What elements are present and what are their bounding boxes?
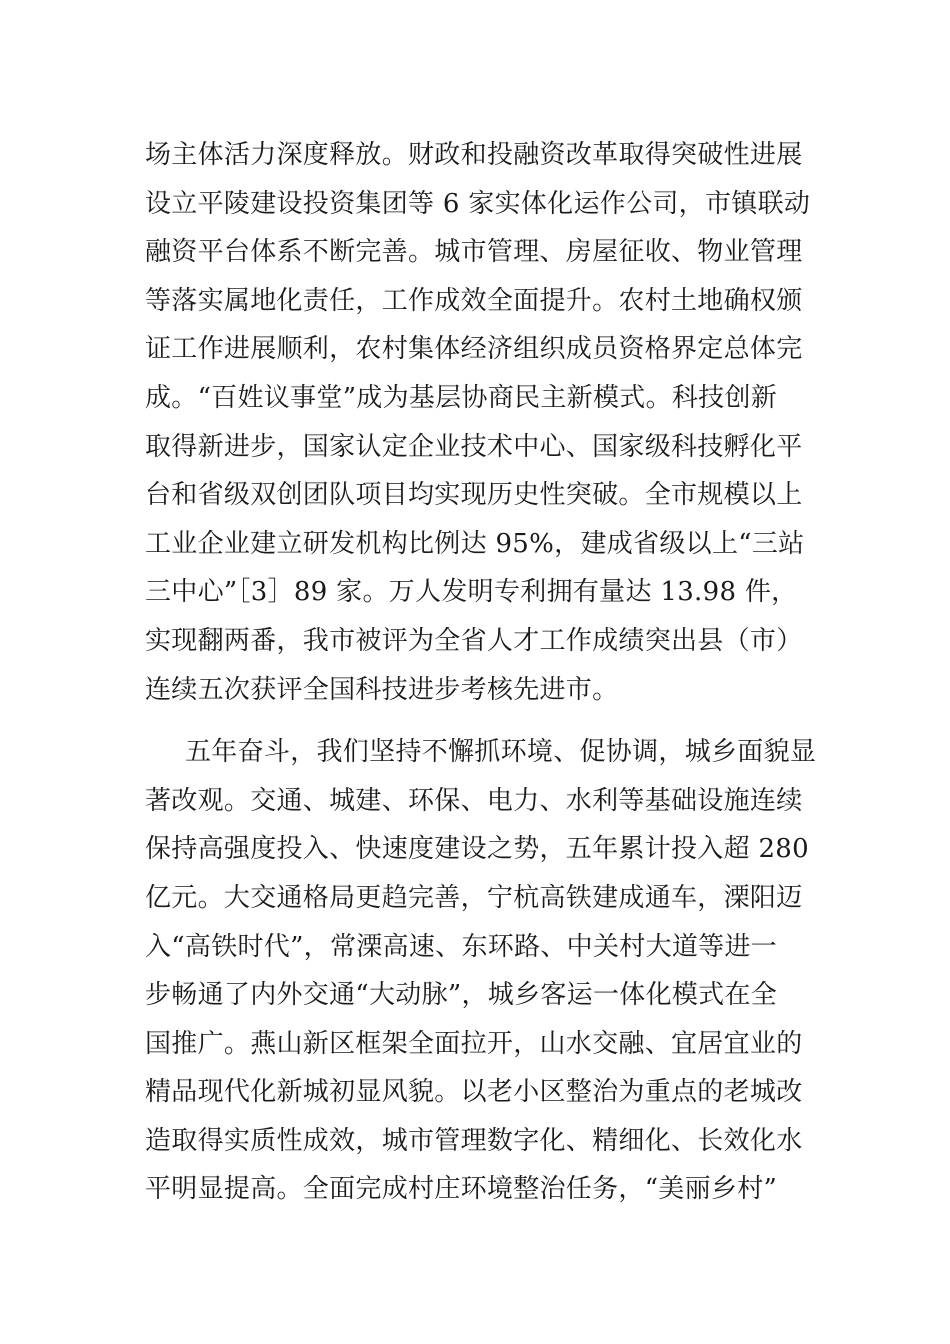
text-line: 著改观。交通、城建、环保、电力、水利等基础设施连续 (145, 785, 803, 816)
text-line: 融资平台体系不断完善。城市管理、房屋征收、物业管理 (145, 237, 803, 268)
text-line: 造取得实质性成效，城市管理数字化、精细化、长效化水 (145, 1125, 803, 1156)
text-line: 证工作进展顺利，农村集体经济组织成员资格界定总体完 (145, 334, 803, 365)
text-line: 国推广。燕山新区框架全面拉开，山水交融、宜居宜业的 (145, 1028, 803, 1059)
text-line: 工业企业建立研发机构比例达 95%，建成省级以上“三站 (145, 528, 805, 559)
text-line: 等落实属地化责任，工作成效全面提升。农村土地确权颁 (145, 285, 803, 316)
text-line: 实现翻两番，我市被评为全省人才工作成绩突出县（市） (145, 625, 803, 656)
text-line: 取得新进步，国家认定企业技术中心、国家级科技孵化平 (145, 431, 803, 462)
paragraph-2 (145, 728, 825, 1214)
text-line: 五年奋斗，我们坚持不懈抓环境、促协调，城乡面貌显 (185, 737, 817, 768)
text-line: 保持高强度投入、快速度建设之势，五年累计投入超 280 (145, 834, 809, 865)
text-line: 精品现代化新城初显风貌。以老小区整治为重点的老城改 (145, 1077, 803, 1108)
text-line: 连续五次获评全国科技进步考核先进市。 (145, 674, 619, 705)
paragraph-spacing (145, 714, 825, 728)
text-line: 成。“百姓议事堂”成为基层协商民主新模式。科技创新 (145, 382, 778, 413)
paragraph-1 (145, 131, 825, 714)
text-line: 入“高铁时代”，常溧高速、东环路、中关村大道等进一 (145, 931, 778, 962)
text-line: 三中心”［3］89 家。万人发明专利拥有量达 13.98 件， (145, 577, 798, 608)
text-line: 场主体活力深度释放。财政和投融资改革取得突破性进展 (145, 140, 803, 170)
text-line: 台和省级双创团队项目均实现历史性突破。全市规模以上 (145, 480, 803, 511)
text-line: 平明显提高。全面完成村庄环境整治任务，“美丽乡村” (145, 1174, 778, 1205)
text-line: 设立平陵建设投资集团等 6 家实体化运作公司，市镇联动 (145, 188, 811, 219)
document-body (145, 131, 825, 1214)
text-line: 步畅通了内外交通“大动脉”，城乡客运一体化模式在全 (145, 980, 778, 1011)
text-line: 亿元。大交通格局更趋完善，宁杭高铁建成通车，溧阳迈 (145, 882, 803, 913)
